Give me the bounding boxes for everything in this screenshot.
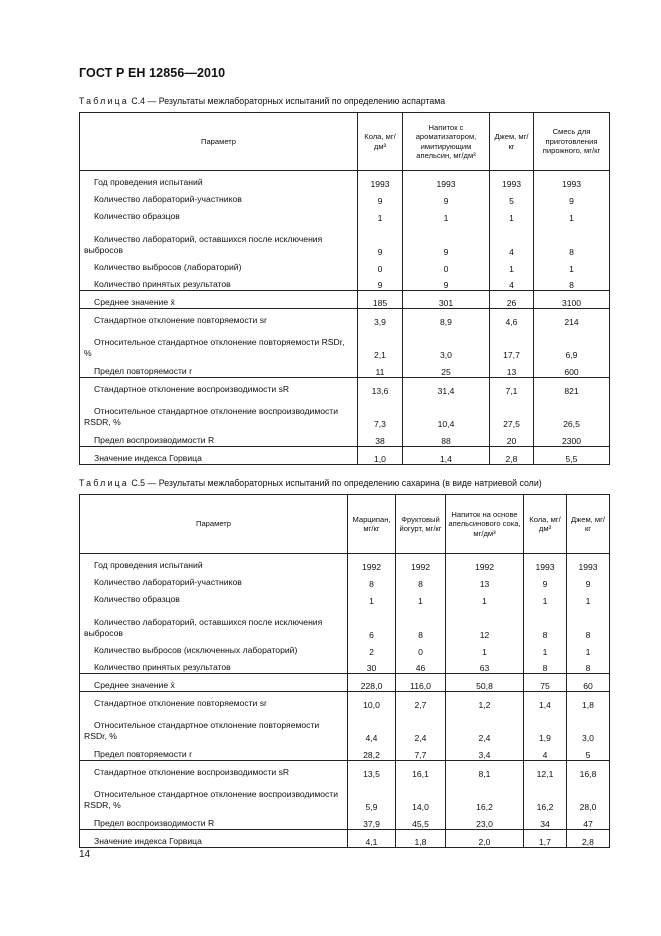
value-cell: 5,9 [348, 779, 396, 812]
value-cell: 88 [403, 429, 490, 447]
document-header: ГОСТ Р ЕН 12856—2010 [79, 66, 226, 80]
value-cell: 9 [534, 189, 610, 206]
value-cell: 16,8 [567, 761, 610, 779]
table-row [80, 327, 610, 360]
table-row [80, 171, 610, 189]
parameter-cell: Стандартное отклонение воспроизводимости sR [80, 761, 348, 779]
value-cell: 301 [403, 291, 490, 309]
value-cell: 1,8 [567, 692, 610, 710]
table-row [80, 572, 610, 589]
parameter-cell: Количество лабораторий, оставшихся после исключения выбросов [80, 606, 348, 640]
value-cell: 5 [490, 189, 534, 206]
table4-header-row [80, 113, 610, 171]
value-cell: 4 [490, 223, 534, 257]
table-row [80, 640, 610, 657]
table-row [80, 189, 610, 206]
table-row [80, 761, 610, 779]
value-cell: 8 [396, 606, 446, 640]
value-cell: 1 [524, 640, 567, 657]
value-cell: 34 [524, 812, 567, 830]
parameter-cell: Предел повторяемости r [80, 360, 358, 378]
value-cell: 1 [446, 589, 524, 606]
value-cell: 9 [403, 274, 490, 291]
table5-header-cell: Кола, мг/дм³ [524, 495, 567, 554]
value-cell: 13 [490, 360, 534, 378]
value-cell: 1,4 [403, 447, 490, 465]
value-cell: 8,1 [446, 761, 524, 779]
value-cell: 12 [446, 606, 524, 640]
value-cell: 1 [348, 589, 396, 606]
value-cell: 228,0 [348, 674, 396, 692]
value-cell: 1992 [396, 554, 446, 572]
value-cell: 1 [534, 257, 610, 274]
value-cell: 8 [524, 606, 567, 640]
value-cell: 30 [348, 657, 396, 674]
value-cell: 2,0 [446, 830, 524, 848]
table5-caption-word: Таблица [79, 478, 129, 488]
value-cell: 8 [567, 606, 610, 640]
parameter-cell: Количество лабораторий, оставшихся после исключения выбросов [80, 223, 358, 257]
table4-header-cell: Смесь для приготовления пирожного, мг/кг [534, 113, 610, 171]
value-cell: 50,8 [446, 674, 524, 692]
value-cell: 9 [358, 223, 403, 257]
value-cell: 2,4 [446, 710, 524, 743]
value-cell: 46 [396, 657, 446, 674]
value-cell: 28,2 [348, 743, 396, 761]
value-cell: 1 [534, 206, 610, 223]
parameter-cell: Предел повторяемости r [80, 743, 348, 761]
value-cell: 11 [358, 360, 403, 378]
value-cell: 25 [403, 360, 490, 378]
value-cell: 185 [358, 291, 403, 309]
table-row [80, 812, 610, 830]
table-row [80, 309, 610, 327]
value-cell: 17,7 [490, 327, 534, 360]
parameter-cell: Стандартное отклонение повторяемости sr [80, 309, 358, 327]
value-cell: 1,4 [524, 692, 567, 710]
value-cell: 37,9 [348, 812, 396, 830]
value-cell: 63 [446, 657, 524, 674]
value-cell: 16,1 [396, 761, 446, 779]
value-cell: 2300 [534, 429, 610, 447]
value-cell: 2,8 [567, 830, 610, 848]
value-cell: 3,0 [403, 327, 490, 360]
table4-header-cell: Параметр [80, 113, 358, 171]
value-cell: 6,9 [534, 327, 610, 360]
table5-header-cell: Параметр [80, 495, 348, 554]
value-cell: 3,9 [358, 309, 403, 327]
value-cell: 3,0 [567, 710, 610, 743]
value-cell: 2,7 [396, 692, 446, 710]
value-cell: 12,1 [524, 761, 567, 779]
table4-header-cell: Напиток с ароматизатором, имитирующим апельсин, мг/дм³ [403, 113, 490, 171]
parameter-cell: Год проведения испытаний [80, 171, 358, 189]
value-cell: 20 [490, 429, 534, 447]
value-cell: 8 [348, 572, 396, 589]
value-cell: 8 [534, 223, 610, 257]
value-cell: 8 [534, 274, 610, 291]
value-cell: 1993 [403, 171, 490, 189]
table-row [80, 779, 610, 812]
value-cell: 27,5 [490, 396, 534, 429]
value-cell: 1 [490, 206, 534, 223]
parameter-cell: Количество образцов [80, 589, 348, 606]
value-cell: 2,8 [490, 447, 534, 465]
table5-caption [79, 478, 542, 488]
table-row [80, 830, 610, 848]
table-row [80, 429, 610, 447]
value-cell: 1,7 [524, 830, 567, 848]
value-cell: 26,5 [534, 396, 610, 429]
table-row [80, 554, 610, 572]
value-cell: 1992 [348, 554, 396, 572]
parameter-cell: Среднее значение x̄ [80, 674, 348, 692]
parameter-cell: Относительное стандартное отклонение воспроизводимости RSDR, % [80, 779, 348, 812]
value-cell: 9 [524, 572, 567, 589]
table-row [80, 692, 610, 710]
value-cell: 1 [396, 589, 446, 606]
parameter-cell: Количество образцов [80, 206, 358, 223]
value-cell: 1 [567, 589, 610, 606]
value-cell: 1 [567, 640, 610, 657]
value-cell: 0 [396, 640, 446, 657]
value-cell: 47 [567, 812, 610, 830]
table5 [79, 494, 610, 848]
table5-header-cell: Фруктовый йогурт, мг/кг [396, 495, 446, 554]
value-cell: 1993 [524, 554, 567, 572]
value-cell: 5 [567, 743, 610, 761]
parameter-cell: Стандартное отклонение воспроизводимости sR [80, 378, 358, 396]
table-row [80, 674, 610, 692]
table-row [80, 447, 610, 465]
value-cell: 14,0 [396, 779, 446, 812]
value-cell: 13,6 [358, 378, 403, 396]
table-row [80, 743, 610, 761]
value-cell: 600 [534, 360, 610, 378]
value-cell: 10,4 [403, 396, 490, 429]
value-cell: 1 [358, 206, 403, 223]
parameter-cell: Значение индекса Горвица [80, 447, 358, 465]
value-cell: 1993 [567, 554, 610, 572]
table-row [80, 396, 610, 429]
value-cell: 7,3 [358, 396, 403, 429]
value-cell: 1 [524, 589, 567, 606]
value-cell: 60 [567, 674, 610, 692]
table5-header-cell: Джем, мг/кг [567, 495, 610, 554]
parameter-cell: Относительное стандартное отклонение повторяемости RSDr, % [80, 710, 348, 743]
value-cell: 1993 [358, 171, 403, 189]
value-cell: 1 [490, 257, 534, 274]
table-row [80, 657, 610, 674]
value-cell: 1992 [446, 554, 524, 572]
parameter-cell: Среднее значение x̄ [80, 291, 358, 309]
value-cell: 16,2 [446, 779, 524, 812]
parameter-cell: Количество выбросов (исключенных лабораторий) [80, 640, 348, 657]
table4-header-cell: Джем, мг/кг [490, 113, 534, 171]
value-cell: 4,6 [490, 309, 534, 327]
value-cell: 8 [524, 657, 567, 674]
value-cell: 28,0 [567, 779, 610, 812]
value-cell: 9 [358, 189, 403, 206]
value-cell: 3,4 [446, 743, 524, 761]
value-cell: 1,9 [524, 710, 567, 743]
value-cell: 4,1 [348, 830, 396, 848]
table-row [80, 291, 610, 309]
value-cell: 0 [358, 257, 403, 274]
table-row [80, 206, 610, 223]
table5-header-cell: Напиток на основе апельсинового сока, мг/дм³ [446, 495, 524, 554]
value-cell: 9 [403, 223, 490, 257]
page-number: 14 [79, 849, 91, 860]
value-cell: 1 [446, 640, 524, 657]
value-cell: 1993 [490, 171, 534, 189]
value-cell: 4 [490, 274, 534, 291]
table5-header-row [80, 495, 610, 554]
parameter-cell: Год проведения испытаний [80, 554, 348, 572]
parameter-cell: Стандартное отклонение повторяемости sr [80, 692, 348, 710]
value-cell: 45,5 [396, 812, 446, 830]
table-row [80, 257, 610, 274]
parameter-cell: Предел воспроизводимости R [80, 429, 358, 447]
value-cell: 13,5 [348, 761, 396, 779]
value-cell: 7,7 [396, 743, 446, 761]
table-row [80, 589, 610, 606]
value-cell: 821 [534, 378, 610, 396]
parameter-cell: Количество выбросов (лабораторий) [80, 257, 358, 274]
parameter-cell: Относительное стандартное отклонение воспроизводимости RSDR, % [80, 396, 358, 429]
value-cell: 4 [524, 743, 567, 761]
table-row [80, 360, 610, 378]
value-cell: 1993 [534, 171, 610, 189]
value-cell: 9 [403, 189, 490, 206]
value-cell: 8 [567, 657, 610, 674]
table-row [80, 710, 610, 743]
table4-caption-word: Таблица [79, 96, 129, 106]
value-cell: 8,9 [403, 309, 490, 327]
table5-header-cell: Марципан, мг/кг [348, 495, 396, 554]
value-cell: 31,4 [403, 378, 490, 396]
value-cell: 6 [348, 606, 396, 640]
table4-header-cell: Кола, мг/дм³ [358, 113, 403, 171]
table-row [80, 223, 610, 257]
value-cell: 3100 [534, 291, 610, 309]
value-cell: 26 [490, 291, 534, 309]
value-cell: 13 [446, 572, 524, 589]
parameter-cell: Количество принятых результатов [80, 657, 348, 674]
value-cell: 4,4 [348, 710, 396, 743]
value-cell: 9 [358, 274, 403, 291]
value-cell: 23,0 [446, 812, 524, 830]
table-row [80, 606, 610, 640]
value-cell: 10,0 [348, 692, 396, 710]
table5-caption-text: С.5 — Результаты межлабораторных испытаний по определению сахарина (в виде натриевой соли) [131, 478, 542, 488]
parameter-cell: Количество лабораторий-участников [80, 572, 348, 589]
value-cell: 2,4 [396, 710, 446, 743]
value-cell: 1,2 [446, 692, 524, 710]
table-row [80, 378, 610, 396]
value-cell: 214 [534, 309, 610, 327]
value-cell: 5,5 [534, 447, 610, 465]
parameter-cell: Значение индекса Горвица [80, 830, 348, 848]
table-row [80, 274, 610, 291]
value-cell: 116,0 [396, 674, 446, 692]
parameter-cell: Количество принятых результатов [80, 274, 358, 291]
value-cell: 16,2 [524, 779, 567, 812]
value-cell: 2 [348, 640, 396, 657]
value-cell: 9 [567, 572, 610, 589]
value-cell: 7,1 [490, 378, 534, 396]
table4-caption [79, 96, 445, 106]
value-cell: 2,1 [358, 327, 403, 360]
parameter-cell: Предел воспроизводимости R [80, 812, 348, 830]
table4 [79, 112, 610, 465]
parameter-cell: Количество лабораторий-участников [80, 189, 358, 206]
parameter-cell: Относительное стандартное отклонение повторяемости RSDr, % [80, 327, 358, 360]
value-cell: 1 [403, 206, 490, 223]
value-cell: 1,8 [396, 830, 446, 848]
value-cell: 38 [358, 429, 403, 447]
value-cell: 75 [524, 674, 567, 692]
value-cell: 8 [396, 572, 446, 589]
value-cell: 1,0 [358, 447, 403, 465]
value-cell: 0 [403, 257, 490, 274]
table4-caption-text: С.4 — Результаты межлабораторных испытаний по определению аспартама [131, 96, 446, 106]
